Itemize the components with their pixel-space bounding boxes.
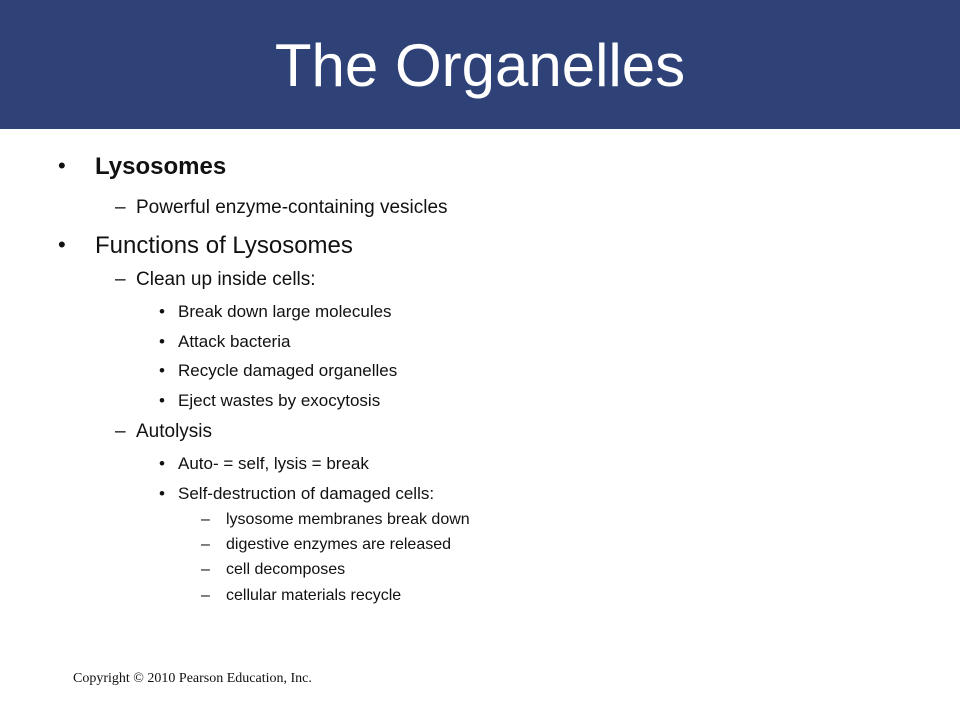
bullet-marker: • <box>159 332 165 351</box>
outline-item-text: Eject wastes by exocytosis <box>178 391 381 410</box>
bullet-marker: • <box>159 484 165 503</box>
dash-marker: – <box>115 197 126 218</box>
bullet-marker: • <box>159 454 165 473</box>
outline-item-text: Attack bacteria <box>178 332 291 351</box>
copyright-notice: Copyright © 2010 Pearson Education, Inc. <box>73 671 312 686</box>
outline-item-text: Functions of Lysosomes <box>95 232 353 259</box>
slide-title: The Organelles <box>274 32 686 99</box>
outline-item-text: Powerful enzyme-containing vesicles <box>136 197 448 218</box>
outline-item-text: Auto- = self, lysis = break <box>178 454 369 473</box>
outline-item-text: Recycle damaged organelles <box>178 361 398 380</box>
bullet-marker: • <box>159 391 165 410</box>
outline-item-text: Lysosomes <box>95 153 227 180</box>
outline-item-text: cell decomposes <box>226 561 346 578</box>
outline-item-text: Self-destruction of damaged cells: <box>178 484 435 503</box>
dash-marker: – <box>201 536 210 553</box>
outline-item-text: Autolysis <box>136 421 213 442</box>
dash-marker: – <box>201 511 210 528</box>
dash-marker: – <box>115 269 126 290</box>
bullet-marker: • <box>58 232 66 257</box>
outline-item-text: Break down large molecules <box>178 302 392 321</box>
dash-marker: – <box>201 561 210 578</box>
dash-marker: – <box>115 421 126 442</box>
dash-marker: – <box>201 587 210 604</box>
outline-item-text: lysosome membranes break down <box>226 511 470 528</box>
bullet-marker: • <box>58 153 66 178</box>
bullet-marker: • <box>159 361 165 380</box>
outline-item-text: cellular materials recycle <box>226 587 402 604</box>
bullet-marker: • <box>159 302 165 321</box>
outline-item-text: Clean up inside cells: <box>136 269 316 290</box>
outline-item-text: digestive enzymes are released <box>226 536 452 553</box>
